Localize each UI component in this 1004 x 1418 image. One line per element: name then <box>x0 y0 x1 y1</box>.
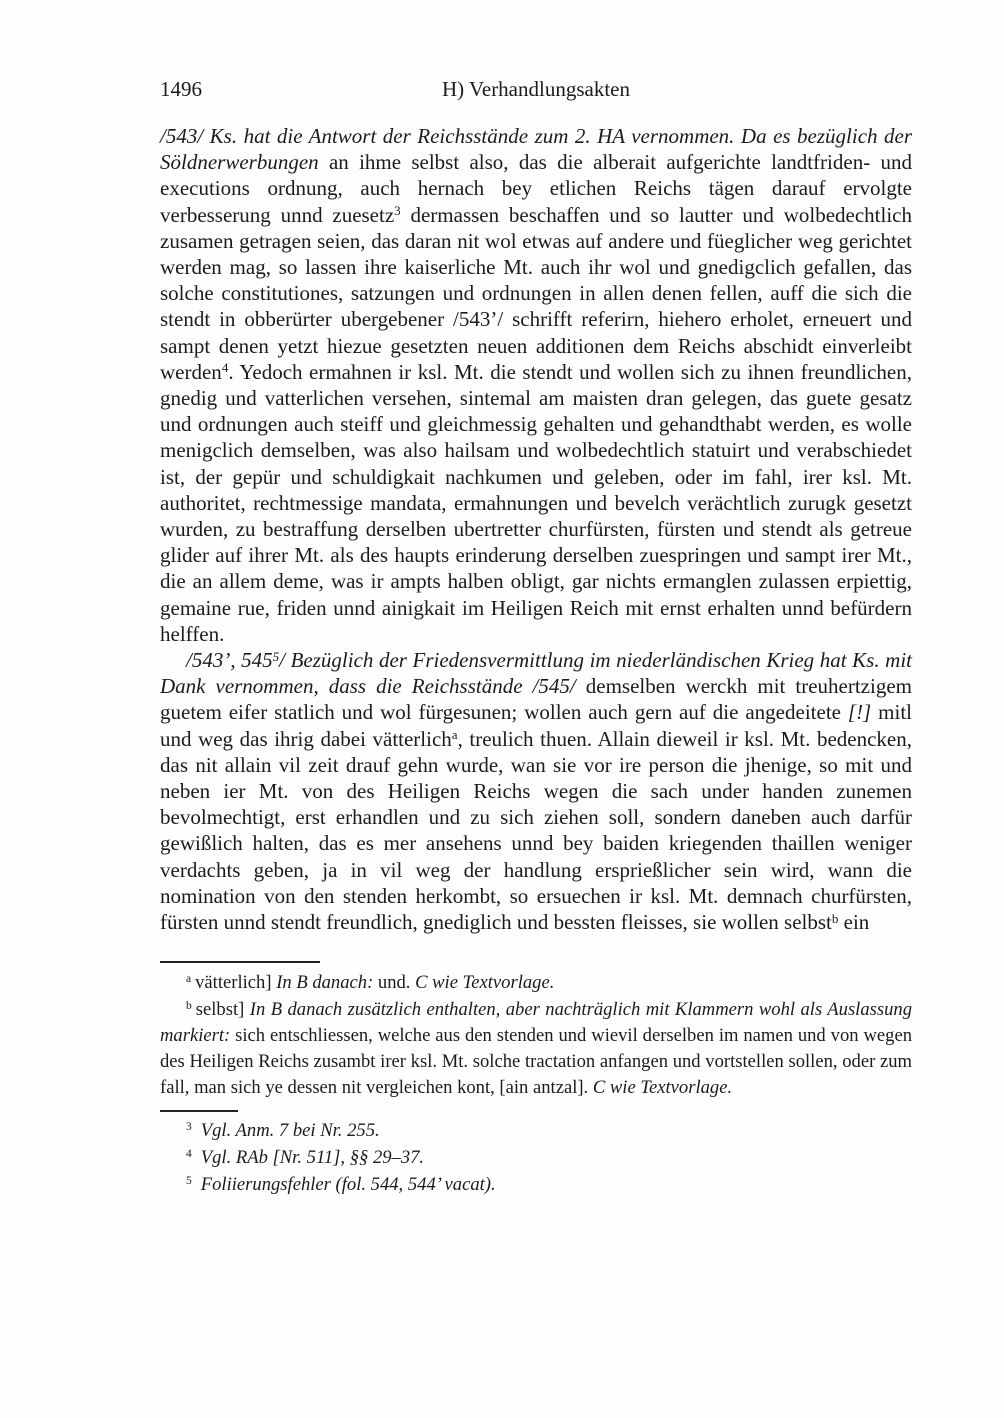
apparatus-note-b: $^b$ selbst] In B danach zusätzlich enthalten, aber nachträglich mit Klammern wohl als Auslassung markiert: sich entschliessen, welche aus den stenden und wievil derselben im namen und von wegen des Heiligen Reichs zusambt irer ksl. Mt. solche tractation anfangen und vortstellen sollen, oder zum fall, man sich ye dessen nit vergleichen kont, [ain antzal]. C wie Textvorlage. <box>160 998 913 1099</box>
running-title: H) Verhandlungsakten <box>442 77 630 101</box>
paragraph-1: /543/ Ks. hat die Antwort der Reichsstände zum 2. HA vernommen. Da es bezüglich der Söldnerwerbungen an ihme selbst also, das die alberait aufgerichte landtfriden- und executions ordnung, auch hernach bey etlichen Reichs tägen darauf ervolgte verbesserung unnd zuesetz$^3$ dermassen beschaffen und so lautter und wolbedechtlich zusamen getragen seien, das daran nit wol etwas auf andere und füeglicher weg gerichtet werden mag, so lassen ihre kaiserliche Mt. auch ihr wol und gnedigclich gefallen, das solche constitutiones, satzungen und ordnungen in allen denen fellen, auff die sich die stendt in obberürter ubergebener /543’/ schrifft referirn, hiehero erholet, erneuert und sampt denen yetzt hiezue gesetzten neuen additionen dem Reichs abschidt einverleibt werden$^4$. Yedoch ermahnen ir ksl. Mt. die stendt und wollen sich zu ihnen freundlichen, gnedig und vatterlichen versehen, sintemal am maisten dran gelegen, das guete gesatz und ordnungen auch steiff und gleichmessig gehalten und gehandthabt werden, es wolle menigclich demselben, was also hailsam und wolbedechtlich statuirt und verabschiedet ist, der gepür und schuldigkait nachkumen und geleben, oder im fahl, irer ksl. Mt. authoritet, rechtmessige mandata, ermahnungen und bevelch verächtlich zurugk gesetzt wurden, zu bestraffung derselben ubertretter churfürsten, fürsten und stendt als getreue glider auf ihrer Mt. als des haupts erinderung derselben zuespringen und sampt irer Mt., die an allem deme, was ir ampts halben obligt, gar nichts ermanglen zulassen erpiettig, gemaine rue, friden unnd ainigkait im Heiligen Reich mit ernst erhalten unnd befürdern helffen. <box>160 124 912 646</box>
footnote-5: $^5$ Foliierungsfehler (fol. 544, 544’ vacat). <box>186 1173 496 1195</box>
main-text <box>160 123 912 935</box>
text-block <box>160 76 912 1198</box>
critical-apparatus <box>160 961 912 1101</box>
footnotes-section <box>160 1110 912 1198</box>
footnote-separator-rule <box>160 1110 238 1112</box>
footnote-3: $^3$ Vgl. Anm. 7 bei Nr. 255. <box>186 1119 380 1141</box>
page-number: 1496 <box>160 77 202 101</box>
page-header <box>160 76 912 102</box>
footnote-4: $^4$ Vgl. RAb [Nr. 511], §§ 29–37. <box>186 1146 425 1168</box>
apparatus-separator-rule <box>160 961 320 963</box>
paragraph-2: /543’, $545^5/$ Bezüglich der Friedensvermittlung im niederländischen Krieg hat Ks. mit Dank vernommen, dass die Reichsstände /545/ demselben werckh mit treuhertzigem guetem eifer statlich und wol fürgesunen; wollen auch gern auf die angedeitete [!] mitl und weg das ihrig dabei vätterlich$^a$, treulich thuen. Allain dieweil ir ksl. Mt. bedencken, das nit allain vil zeit drauf gehn wurde, wan sie vor ire person die jhenige, so mit und neben ier Mt. von des Heiligen Reichs wegen die sach under handen zunemen bevolmechtigt, erst erhandlen und zu sich ziehen soll, sondern daneben auch darfür gewißlich halten, das es mer ansehens unnd bey baiden kriegenden thaillen weniger verdachts geben, ja in vil weg der handlung ersprießlicher sein wird, wann die nomination von den stenden herkombt, so ersuechen ir ksl. Mt. demnach churfürsten, fürsten unnd stendt freundlich, gnediglich und bessten fleisses, sie wollen selbst$^b$ ein <box>160 648 913 935</box>
apparatus-note-a: $^a$ vätterlich] In B danach: und. C wie Textvorlage. <box>186 972 555 994</box>
